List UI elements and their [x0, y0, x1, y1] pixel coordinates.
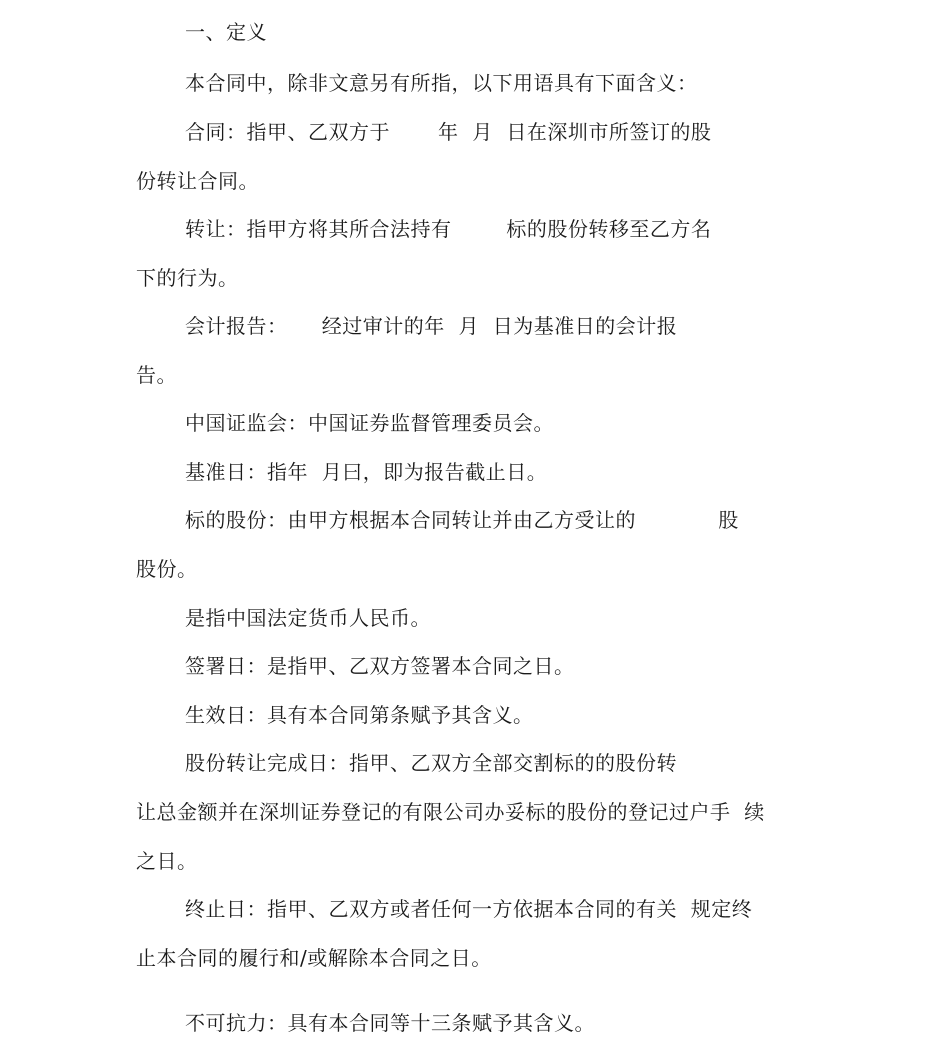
text-line: 签署日：是指甲、乙双方签署本合同之日。 [185, 654, 575, 678]
text-line: 本合同中，除非文意另有所指，以下用语具有下面含义： [185, 71, 698, 95]
text-line: 股份。 [136, 557, 198, 581]
text-line: 是指中国法定货币人民币。 [185, 606, 431, 630]
text-line: 之日。 [136, 849, 198, 873]
text-line: 止本合同的履行和/或解除本合同之日。 [136, 946, 492, 970]
section-heading: 一、定义 [185, 20, 267, 44]
text-line: 让总金额并在深圳证券登记的有限公司办妥标的股份的登记过户手 续 [136, 800, 765, 824]
text-line: 告。 [136, 363, 177, 387]
text-line: 下的行为。 [136, 266, 239, 290]
text-line: 基准日：指年 月曰，即为报告截止日。 [185, 460, 548, 484]
text-line: 标的股份：由甲方根据本合同转让并由乙方受让的 股 [185, 508, 739, 532]
text-line: 份转让合同。 [136, 169, 259, 193]
text-line: 股份转让完成日：指甲、乙双方全部交割标的的股份转 [185, 751, 677, 775]
text-line: 终止日：指甲、乙双方或者任何一方依据本合同的有关 规定终 [185, 897, 753, 921]
text-line: 生效日：具有本合同第条赋予其含义。 [185, 703, 534, 727]
text-line: 不可抗力：具有本合同等十三条赋予其含义。 [185, 1011, 595, 1035]
text-line: 合同：指甲、乙双方于 年 月 日在深圳市所签订的股 [185, 120, 712, 144]
text-line: 中国证监会：中国证券监督管理委员会。 [185, 411, 554, 435]
text-line: 会计报告： 经过审计的年 月 日为基准日的会计报 [185, 314, 678, 338]
text-line: 转让：指甲方将其所合法持有 标的股份转移至乙方名 [185, 217, 712, 241]
